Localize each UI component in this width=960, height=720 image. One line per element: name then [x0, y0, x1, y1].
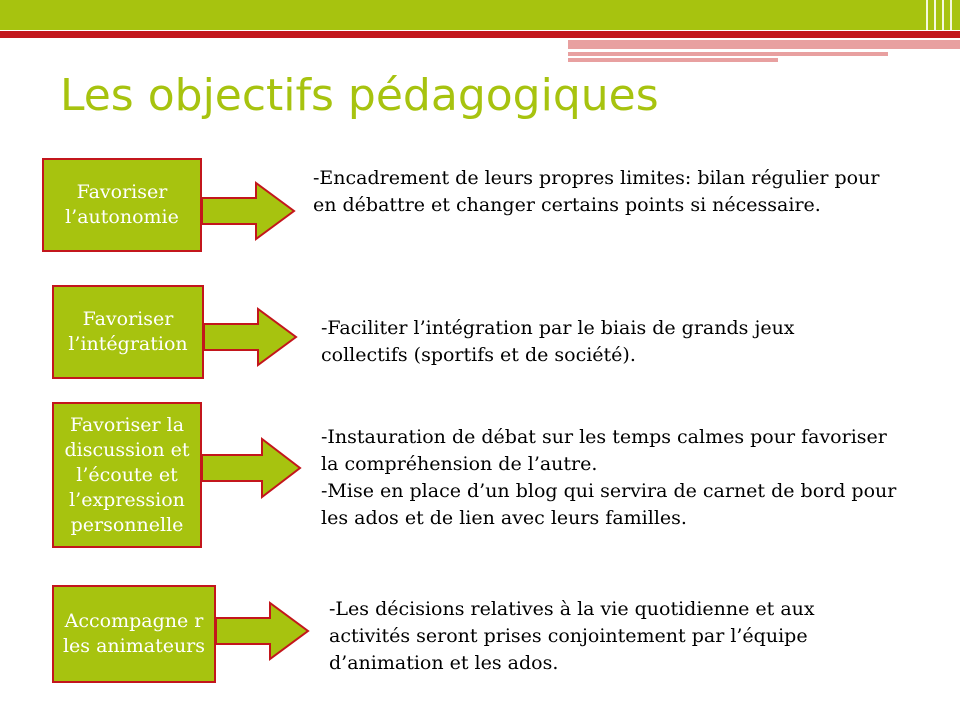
objective-description — [329, 596, 874, 677]
header-pink-line — [568, 58, 778, 62]
header-pink-line — [568, 40, 960, 49]
objective-box: Accompagne r les animateurs — [52, 585, 216, 683]
description-line: -Mise en place d’un blog qui servira de carnet de bord pour les ados et de lien avec leurs familles. — [321, 480, 897, 529]
slide-title: Les objectifs pédagogiques — [60, 70, 659, 121]
description-line: -Les décisions relatives à la vie quotidienne et aux activités seront prises conjointement par l’équipe d’animation et les ados. — [329, 598, 815, 674]
objective-description — [321, 424, 901, 532]
description-line: -Faciliter l’intégration par le biais de grands jeux collectifs (sportifs et de société). — [321, 317, 795, 366]
objective-description — [321, 315, 866, 369]
description-line: -Encadrement de leurs propres limites: bilan régulier pour en débattre et changer certains points si nécessaire. — [313, 167, 880, 216]
objective-box: Favoriser l’intégration — [52, 285, 204, 379]
description-line: -Instauration de débat sur les temps calmes pour favoriser la compréhension de l’autre. — [321, 426, 887, 475]
header-green-band — [0, 0, 960, 30]
objective-description — [313, 165, 893, 219]
objective-box: Favoriser la discussion et l’écoute et l’expression personnelle — [52, 402, 202, 548]
arrow-right-icon — [216, 601, 310, 661]
header-red-line — [0, 31, 960, 38]
header-pink-line — [568, 52, 888, 56]
objective-box: Favoriser l’autonomie — [42, 158, 202, 252]
header-stripes — [918, 0, 960, 30]
arrow-right-icon — [204, 307, 298, 367]
arrow-right-icon — [202, 181, 296, 241]
arrow-right-icon — [202, 437, 302, 499]
